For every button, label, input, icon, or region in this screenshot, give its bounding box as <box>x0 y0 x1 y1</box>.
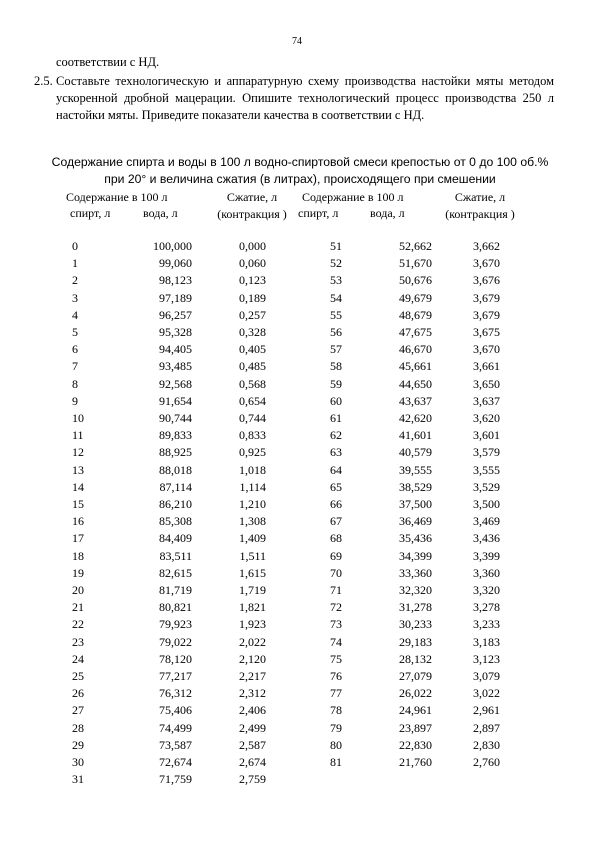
left-spirit-cell: 16 <box>72 514 84 529</box>
right-spirit-cell: 80 <box>330 737 342 752</box>
right-water-cell: 46,670 <box>399 342 432 357</box>
left-spirit-cell: 17 <box>72 531 84 546</box>
right-spirit-cell: 79 <box>330 720 342 735</box>
left-compression-cell: 2,217 <box>239 669 266 683</box>
left-water-cell: 84,409 <box>159 531 192 546</box>
right-compression-cell: 3,469 <box>473 514 500 529</box>
left-water-cell: 74,499 <box>159 720 192 735</box>
right-water-cell: 42,620 <box>399 411 432 425</box>
left-compression-cell: 1,210 <box>239 497 266 511</box>
right-compression-cell: 3,661 <box>473 359 500 374</box>
right-spirit-cell: 67 <box>330 514 342 529</box>
right-spirit-cell: 64 <box>330 462 342 477</box>
right-spirit-cell: 51 <box>330 239 342 253</box>
left-compression-cell: 1,511 <box>239 548 266 563</box>
right-water-cell: 52,662 <box>399 239 432 253</box>
left-spirit-cell: 0 <box>72 239 78 253</box>
left-compression-cell: 2,120 <box>239 651 266 666</box>
right-compression-cell: 3,650 <box>473 376 500 391</box>
right-compression-header: Сжатие, л (контракция ) <box>445 190 515 221</box>
left-water-cell: 87,114 <box>159 479 192 494</box>
left-compression-cell: 0,744 <box>239 411 266 425</box>
right-compression-cell: 3,637 <box>473 393 500 408</box>
right-water-cell: 38,529 <box>399 479 432 494</box>
right-water-cell: 49,679 <box>399 290 432 305</box>
left-water-cell: 75,406 <box>159 703 192 718</box>
right-spirit-cell: 61 <box>330 411 342 425</box>
right-spirit-cell: 54 <box>330 290 342 305</box>
right-water-cell: 43,637 <box>399 393 432 408</box>
left-water-cell: 71,759 <box>159 772 192 787</box>
left-water-cell: 86,210 <box>159 497 192 511</box>
right-water-cell: 50,676 <box>399 273 432 288</box>
right-compression-cell: 3,022 <box>473 686 500 701</box>
right-spirit-cell: 69 <box>330 548 342 563</box>
left-compression-cell: 0,654 <box>239 393 266 408</box>
right-water-cell: 24,961 <box>399 703 432 718</box>
right-water-cell: 48,679 <box>399 307 432 322</box>
left-water-cell: 76,312 <box>159 686 192 701</box>
left-compression-cell: 0,833 <box>239 428 266 443</box>
table-title: Содержание спирта и воды в 100 л водно-спиртовой смеси крепостью от 0 до 100 об.% при 20° и величина сжатия (в литрах), происходящего при смешении <box>51 155 549 186</box>
left-spirit-cell: 2 <box>72 273 78 288</box>
right-compression-cell: 3,579 <box>473 445 500 460</box>
left-compression-cell: 2,499 <box>239 720 266 735</box>
left-water-cell: 99,060 <box>159 256 192 271</box>
left-spirit-cell: 20 <box>72 583 84 597</box>
right-compression-cell: 3,399 <box>473 548 500 563</box>
right-spirit-cell: 78 <box>330 703 342 718</box>
right-water-cell: 21,760 <box>399 755 432 769</box>
right-spirit-cell: 71 <box>330 583 342 597</box>
left-spirit-cell: 11 <box>72 428 84 443</box>
right-compression-cell: 3,529 <box>473 479 500 494</box>
right-water-cell: 29,183 <box>399 634 432 649</box>
left-spirit-cell: 19 <box>72 565 84 580</box>
left-spirit-cell: 30 <box>72 755 84 769</box>
right-spirit-cell: 59 <box>330 376 342 391</box>
right-water-cell: 41,601 <box>399 428 432 443</box>
left-spirit-cell: 1 <box>72 256 78 271</box>
left-spirit-cell: 9 <box>72 393 78 408</box>
right-spirit-cell: 63 <box>330 445 342 460</box>
right-spirit-cell: 53 <box>330 273 342 288</box>
left-spirit-cell: 14 <box>72 479 84 494</box>
left-compression-cell: 2,759 <box>239 772 266 787</box>
left-spirit-cell: 28 <box>72 720 84 735</box>
left-water-cell: 94,405 <box>159 342 192 357</box>
right-water-cell: 39,555 <box>399 462 432 477</box>
right-spirit-cell: 65 <box>330 479 342 494</box>
left-spirit-cell: 10 <box>72 411 84 425</box>
right-spirit-cell: 70 <box>330 565 342 580</box>
right-compression-cell: 2,760 <box>473 755 500 769</box>
right-water-cell: 34,399 <box>399 548 432 563</box>
task-number: 2.5. <box>34 74 53 88</box>
right-spirit-cell: 58 <box>330 359 342 374</box>
left-water-cell: 89,833 <box>159 428 192 443</box>
left-water-cell: 79,923 <box>159 617 192 632</box>
right-spirit-cell: 72 <box>330 600 342 615</box>
left-compression-cell: 0,257 <box>239 307 266 322</box>
left-spirit-cell: 27 <box>72 703 84 718</box>
task-paragraph <box>34 73 554 124</box>
left-compression-cell: 1,719 <box>239 583 266 597</box>
left-compression-cell: 0,123 <box>239 273 266 288</box>
left-compression-cell: 0,485 <box>239 359 266 374</box>
right-water-cell: 51,670 <box>399 256 432 271</box>
left-water-header: вода, л <box>143 206 178 220</box>
right-compression-cell: 3,670 <box>473 342 500 357</box>
right-spirit-cell: 60 <box>330 393 342 408</box>
left-water-cell: 93,485 <box>159 359 192 374</box>
left-water-cell: 98,123 <box>159 273 192 288</box>
left-water-cell: 96,257 <box>159 307 192 322</box>
right-spirit-cell: 68 <box>330 531 342 546</box>
left-spirit-cell: 5 <box>72 325 78 339</box>
right-spirit-cell: 76 <box>330 669 342 683</box>
left-compression-cell: 1,018 <box>239 462 266 477</box>
left-compression-cell: 2,312 <box>239 686 266 701</box>
left-compression-cell: 0,568 <box>239 376 266 391</box>
right-water-header: вода, л <box>370 206 405 220</box>
left-compression-cell: 1,615 <box>239 565 266 580</box>
left-spirit-cell: 8 <box>72 376 78 391</box>
right-spirit-header: спирт, л <box>298 206 339 220</box>
right-spirit-cell: 66 <box>330 497 342 511</box>
left-compression-cell: 2,587 <box>239 737 266 752</box>
left-water-cell: 90,744 <box>159 411 192 425</box>
right-compression-cell: 3,278 <box>473 600 500 615</box>
right-water-cell: 36,469 <box>399 514 432 529</box>
right-compression-cell: 3,123 <box>473 651 500 666</box>
right-water-cell: 32,320 <box>399 583 432 597</box>
right-water-cell: 31,278 <box>399 600 432 615</box>
continued-paragraph: соответствии с НД. <box>56 55 160 69</box>
left-water-cell: 80,821 <box>159 600 192 615</box>
left-water-cell: 85,308 <box>159 514 192 529</box>
left-spirit-cell: 7 <box>72 359 78 374</box>
right-spirit-cell: 55 <box>330 307 342 322</box>
right-spirit-cell: 74 <box>330 634 342 649</box>
left-water-cell: 82,615 <box>159 565 192 580</box>
left-spirit-cell: 15 <box>72 497 84 511</box>
right-compression-cell: 3,679 <box>473 290 500 305</box>
page-number: 74 <box>292 36 302 47</box>
right-water-cell: 40,579 <box>399 445 432 460</box>
left-water-cell: 77,217 <box>159 669 192 683</box>
left-water-cell: 97,189 <box>159 290 192 305</box>
left-spirit-cell: 4 <box>72 307 78 322</box>
right-compression-cell: 3,670 <box>473 256 500 271</box>
right-compression-cell: 3,436 <box>473 531 500 546</box>
left-spirit-cell: 18 <box>72 548 84 563</box>
right-spirit-cell: 73 <box>330 617 342 632</box>
left-spirit-cell: 29 <box>72 737 84 752</box>
right-water-cell: 30,233 <box>399 617 432 632</box>
right-compression-cell: 3,500 <box>473 497 500 511</box>
left-compression-cell: 2,022 <box>239 634 266 649</box>
right-compression-cell: 3,620 <box>473 411 500 425</box>
right-water-cell: 23,897 <box>399 720 432 735</box>
right-compression-cell: 2,897 <box>473 720 500 735</box>
left-water-cell: 81,719 <box>159 583 192 597</box>
left-spirit-cell: 21 <box>72 600 84 615</box>
right-group-header: Содержание в 100 л <box>302 190 404 204</box>
right-spirit-cell: 81 <box>330 755 342 769</box>
right-compression-cell: 2,830 <box>473 737 500 752</box>
right-compression-cell: 3,676 <box>473 273 500 288</box>
left-compression-cell: 1,308 <box>239 514 266 529</box>
left-spirit-cell: 23 <box>72 634 84 649</box>
right-compression-cell: 3,360 <box>473 565 500 580</box>
left-compression-cell: 0,405 <box>239 342 266 357</box>
right-compression-cell: 3,675 <box>473 325 500 339</box>
left-spirit-cell: 24 <box>72 651 84 666</box>
right-water-cell: 37,500 <box>399 497 432 511</box>
right-water-cell: 27,079 <box>399 669 432 683</box>
right-water-cell: 33,360 <box>399 565 432 580</box>
left-spirit-cell: 26 <box>72 686 84 701</box>
left-water-cell: 73,587 <box>159 737 192 752</box>
right-compression-cell: 3,079 <box>473 669 500 683</box>
left-water-cell: 92,568 <box>159 376 192 391</box>
left-spirit-header: спирт, л <box>70 206 111 220</box>
left-spirit-cell: 22 <box>72 617 84 632</box>
right-spirit-cell: 52 <box>330 256 342 271</box>
left-water-cell: 78,120 <box>159 651 192 666</box>
left-spirit-cell: 31 <box>72 772 84 787</box>
left-compression-cell: 0,060 <box>239 256 266 271</box>
right-spirit-cell: 77 <box>330 686 342 701</box>
right-spirit-cell: 57 <box>330 342 342 357</box>
right-compression-cell: 3,320 <box>473 583 500 597</box>
right-water-cell: 22,830 <box>399 737 432 752</box>
right-spirit-cell: 62 <box>330 428 342 443</box>
left-compression-cell: 0,925 <box>239 445 266 460</box>
left-spirit-cell: 13 <box>72 462 84 477</box>
left-water-cell: 95,328 <box>159 325 192 339</box>
left-compression-cell: 2,674 <box>239 755 266 769</box>
right-water-cell: 44,650 <box>399 376 432 391</box>
left-water-cell: 88,018 <box>159 462 192 477</box>
right-compression-cell: 3,555 <box>473 462 500 477</box>
task-text: Составьте технологическую и аппаратурную схему производства настойки мяты методом ускоренной дробной мацерации. Опишите технологический процесс производства 250 л настойки мяты. Приведите показатели качества в соответствии с НД. <box>56 74 554 122</box>
right-water-cell: 26,022 <box>399 686 432 701</box>
right-compression-cell: 2,961 <box>473 703 500 718</box>
left-compression-cell: 1,821 <box>239 600 266 615</box>
left-spirit-cell: 6 <box>72 342 78 357</box>
right-water-cell: 28,132 <box>399 651 432 666</box>
left-compression-cell: 1,923 <box>239 617 266 632</box>
left-compression-cell: 1,114 <box>239 479 266 494</box>
left-water-cell: 79,022 <box>159 634 192 649</box>
right-spirit-cell: 56 <box>330 325 342 339</box>
right-compression-cell: 3,183 <box>473 634 500 649</box>
left-compression-header: Сжатие, л (контракция ) <box>217 190 287 221</box>
left-water-cell: 72,674 <box>159 755 192 769</box>
left-compression-cell: 0,000 <box>239 239 266 253</box>
right-compression-cell: 3,233 <box>473 617 500 632</box>
left-water-cell: 88,925 <box>159 445 192 460</box>
left-group-header: Содержание в 100 л <box>66 190 168 204</box>
right-water-cell: 35,436 <box>399 531 432 546</box>
right-compression-cell: 3,662 <box>473 239 500 253</box>
left-spirit-cell: 12 <box>72 445 84 460</box>
left-spirit-cell: 3 <box>72 290 78 305</box>
right-compression-cell: 3,679 <box>473 307 500 322</box>
right-spirit-cell: 75 <box>330 651 342 666</box>
left-compression-cell: 2,406 <box>239 703 266 718</box>
left-spirit-cell: 25 <box>72 669 84 683</box>
left-compression-cell: 0,328 <box>239 325 266 339</box>
right-compression-cell: 3,601 <box>473 428 500 443</box>
left-water-cell: 100,000 <box>153 239 192 253</box>
right-water-cell: 45,661 <box>399 359 432 374</box>
left-water-cell: 83,511 <box>159 548 192 563</box>
left-compression-cell: 0,189 <box>239 290 266 305</box>
left-water-cell: 91,654 <box>159 393 192 408</box>
right-water-cell: 47,675 <box>399 325 432 339</box>
left-compression-cell: 1,409 <box>239 531 266 546</box>
